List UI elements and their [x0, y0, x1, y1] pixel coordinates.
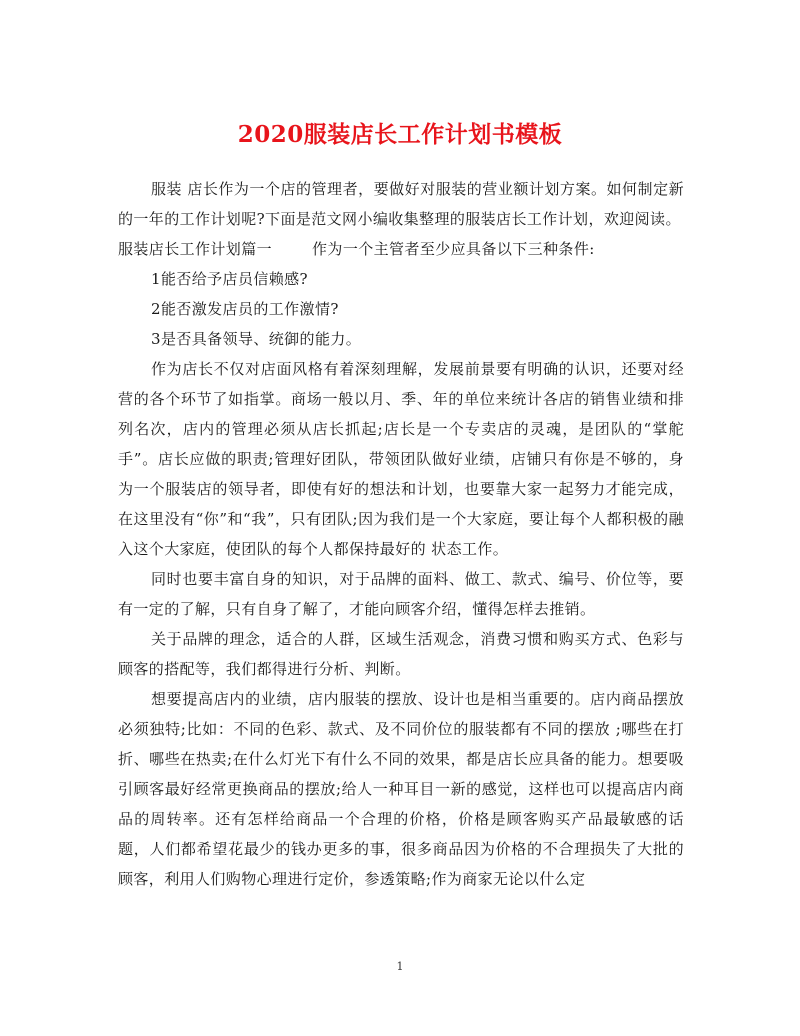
body-paragraph: 关于品牌的理念，适合的人群，区域生活观念，消费习惯和购买方式、色彩与顾客的搭配等，我们都得进行分析、判断。 — [118, 630, 684, 678]
body-paragraph: 同时也要丰富自身的知识，对于品牌的面料、做工、款式、编号、价位等，要有一定的了解，只有自身了解了，才能向顾客介绍，懂得怎样去推销。 — [118, 570, 684, 618]
body-paragraph: 想要提高店内的业绩，店内服装的摆放、设计也是相当重要的。店内商品摆放必须独特;比如：不同的色彩、款式、及不同价位的服装都有不同的摆放 ;哪些在打折、哪些在热卖;在什么灯光下有什么不同的效果，都是店长应具备的能力。想要吸引顾客最好经常更换商品的摆放;给人一种耳目一新的感觉，这样也可以提高店内商品的周转率。还有怎样给商品一个合理的价格，价格是顾客购买产品最敏感的话题，人们都希望花最少的钱办更多的事，很多商品因为价格的不合理损失了大批的顾客，利用人们购物心理进行定价，参透策略;作为商家无论以什么定 — [118, 690, 684, 888]
document-body — [118, 174, 684, 894]
intro-paragraph: 服装 店长作为一个店的管理者，要做好对服装的营业额计划方案。如何制定新的一年的工作计划呢?下面是范文网小编收集整理的服装店长工作计划，欢迎阅读。 — [118, 180, 684, 228]
section-heading-line — [118, 234, 684, 264]
section-heading-text: 作为一个主管者至少应具备以下三种条件: — [312, 240, 595, 258]
document-title: 2020服装店长工作计划书模板 — [237, 121, 563, 149]
body-paragraph: 作为店长不仅对店面风格有着深刻理解，发展前景要有明确的认识，还要对经营的各个环节了如指掌。商场一般以月、季、年的单位来统计各店的销售业绩和排列名次，店内的管理必须从店长抓起;店长是一个专卖店的灵魂，是团队的“掌舵手”。店长应做的职责;管理好团队，带领团队做好业绩，店铺只有你是不够的，身为一个服装店的领导者，即使有好的想法和计划，也要靠大家一起努力才能完成，在这里没有“你”和“我”，只有团队;因为我们是一个大家庭，要让每个人都积极的融入这个大家庭，使团队的每个人都保持最好的 状态工作。 — [118, 360, 684, 558]
page-number: 1 — [396, 960, 404, 973]
condition-item-1: 1能否给予店员信赖感? — [151, 270, 308, 288]
section-heading-label: 服装店长工作计划篇一 — [118, 240, 273, 258]
condition-item-3: 3是否具备领导、统御的能力。 — [151, 330, 362, 348]
condition-item-2: 2能否激发店员的工作激情? — [151, 300, 339, 318]
